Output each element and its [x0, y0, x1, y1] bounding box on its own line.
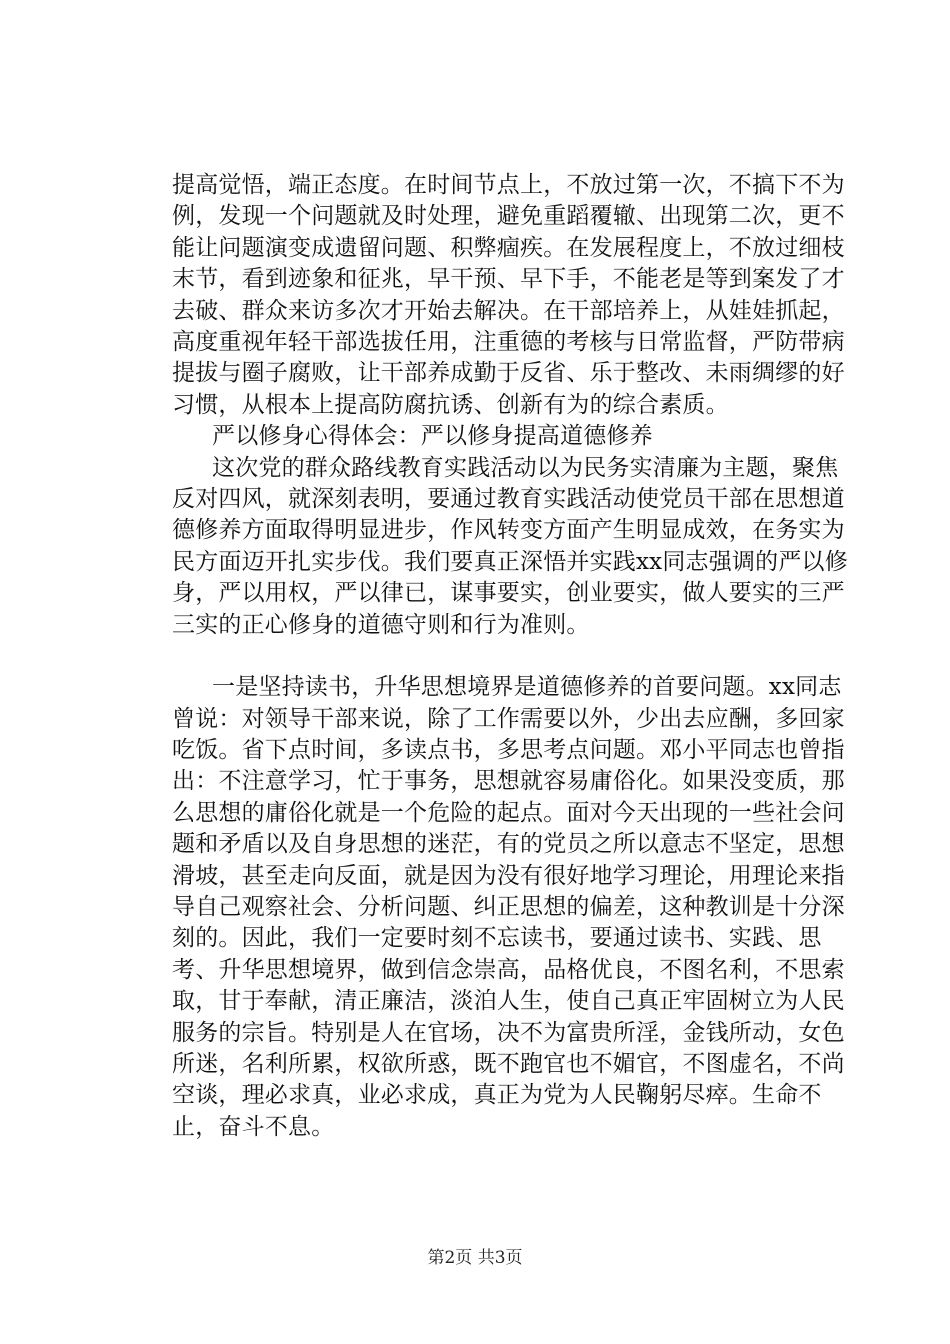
section-heading: 严以修身心得体会：严以修身提高道德修养: [212, 423, 653, 450]
page-number-footer: 第2页 共3页: [427, 1248, 523, 1268]
paragraph-spacer: [172, 641, 852, 672]
paragraph-point-one: 一是坚持读书，升华思想境界是道德修养的首要问题。xx同志曾说：对领导干部来说，除了工作需要以外，少出去应酬，多回家吃饭。省下点时间，多读点书，多思考点问题。邓小平同志也曾指出：不注意学习，忙于事务，思想就容易庸俗化。如果没变质，那么思想的庸俗化就是一个危险的起点。面对今天出现的一些社会问题和矛盾以及自身思想的迷茫，有的党员之所以意志不坚定，思想滑坡，甚至走向反面，就是因为没有很好地学习理论，用理论来指导自己观察社会、分析问题、纠正思想的偏差，这种教训是十分深刻的。因此，我们一定要时刻不忘读书，要通过读书、实践、思考、升华思想境界，做到信念崇高，品格优良，不图名利，不思索取，甘于奉献，清正廉洁，淡泊人生，使自己真正牢固树立为人民服务的宗旨。特别是人在官场，决不为富贵所淫，金钱所动，女色所迷，名利所累，权欲所惑，既不跑官也不媚官，不图虚名，不尚空谈，理必求真，业必求成，真正为党为人民鞠躬尽瘁。生命不止，奋斗不息。: [172, 674, 845, 1140]
document-body: [172, 170, 852, 1143]
paragraph-intro: 这次党的群众路线教育实践活动以为民务实清廉为主题，聚焦反对四风，就深刻表明，要通过教育实践活动使党员干部在思想道德修养方面取得明显进步，作风转变方面产生明显成效，在务实为民方面迈开扎实步伐。我们要真正深悟并实践xx同志强调的严以修身，严以用权，严以律已，谋事要实，创业要实，做人要实的三严三实的正心修身的道德守则和行为准则。: [172, 454, 848, 638]
paragraph-continuation: 提高觉悟，端正态度。在时间节点上，不放过第一次，不搞下不为例，发现一个问题就及时处理，避免重蹈覆辙、出现第二次，更不能让问题演变成遗留问题、积弊痼疾。在发展程度上，不放过细枝末节，看到迹象和征兆，早干预、早下手，不能老是等到案发了才去破、群众来访多次才开始去解决。在干部培养上，从娃娃抓起，高度重视年轻干部选拔任用，注重德的考核与日常监督，严防带病提拔与圈子腐败，让干部养成勤于反省、乐于整改、未雨绸缪的好习惯，从根本上提高防腐抗诱、创新有为的综合素质。: [172, 172, 845, 418]
